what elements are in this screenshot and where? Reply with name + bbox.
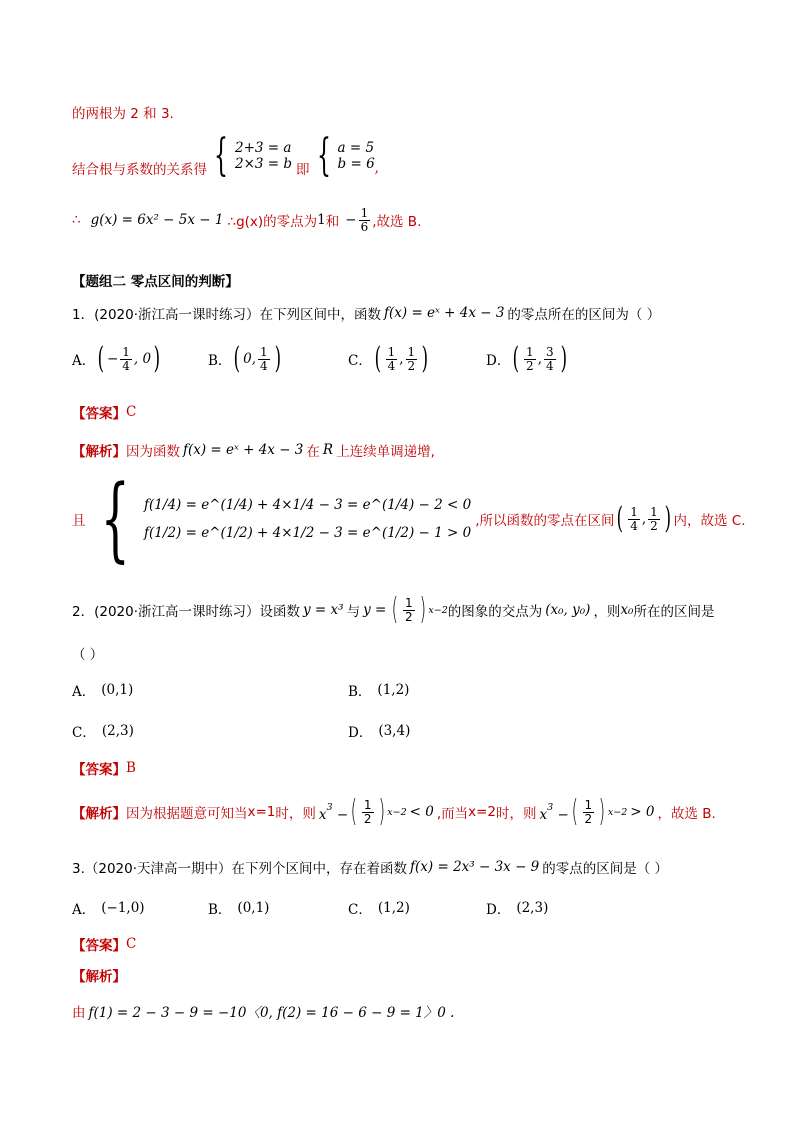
expr-gt: > 0 xyxy=(630,804,655,820)
q2-stem-mid: 的图象的交点为 xyxy=(447,604,543,620)
q3-analysis-calc xyxy=(72,1001,454,1021)
interval-frac-2 xyxy=(648,506,660,532)
frac-n: 1 xyxy=(405,595,413,610)
left-brace-2: { xyxy=(316,130,331,181)
q1-stem xyxy=(72,303,660,323)
frac-d: 2 xyxy=(405,609,413,624)
expr-x3: $x^3$ − xyxy=(539,801,569,823)
q3-calc: f(1) = 2 − 3 − 9 = −10〈0, f(2) = 16 − 6 − 9 = 1〉0 . xyxy=(88,1005,455,1021)
analysis-text: 上连续单调递增, xyxy=(336,444,435,460)
frac-n: 1 xyxy=(122,344,130,359)
you-text: 由 xyxy=(72,1005,86,1021)
expr-x3: $x^3$ − xyxy=(318,801,349,823)
comma: , xyxy=(374,160,379,176)
frac-n: 1 xyxy=(584,797,593,812)
frac-d: 4 xyxy=(545,358,554,373)
option-fraction xyxy=(120,346,132,372)
frac-d: 2 xyxy=(650,518,658,533)
q2-stem-end: 所在的区间是 xyxy=(633,604,715,620)
roots-line xyxy=(72,102,174,122)
prev-choose: ,故选 B. xyxy=(372,214,422,230)
option-part: , 0 xyxy=(133,351,152,367)
frac-n: 1 xyxy=(407,344,416,359)
vieta-line xyxy=(72,132,379,180)
option-text: (1,2) xyxy=(377,900,410,916)
q3-option-a[interactable] xyxy=(72,898,145,918)
section-heading xyxy=(72,270,239,290)
option-letter: D． xyxy=(486,353,511,369)
q2-option-c[interactable] xyxy=(72,721,134,741)
analysis-label: 【解析】 xyxy=(72,969,126,985)
q2-paren xyxy=(72,643,103,663)
analysis-text: 在 xyxy=(306,444,320,460)
q2-x0: x₀ xyxy=(620,602,634,618)
q3-answer xyxy=(72,934,136,954)
analysis-text: 时，则 xyxy=(275,806,316,822)
q2-stem-suffix: ，则 xyxy=(593,604,621,620)
q1-option-a[interactable]: A． ( − $\frac{1}{4}$ , 0 ) xyxy=(72,341,161,376)
roots-text: 的两根为 2 和 3. xyxy=(72,106,174,122)
frac-d: 4 xyxy=(387,358,396,373)
left-brace: { xyxy=(214,130,228,181)
q2-answer xyxy=(72,758,136,778)
interval-frac-1 xyxy=(628,506,640,532)
system-2-eq-a: a = 5 xyxy=(337,140,375,156)
conclusion-text: ,所以函数的零点在区间 xyxy=(475,513,615,529)
q2-paren-text: （ ） xyxy=(72,647,104,663)
analysis-x1: x=1 xyxy=(247,804,276,820)
frac-n: 1 xyxy=(387,344,396,359)
answer-value: C xyxy=(126,404,137,420)
ji-text: 即 xyxy=(296,162,310,178)
half-frac xyxy=(583,799,595,825)
analysis-label: 【解析】 xyxy=(72,444,126,460)
analysis-text: 因为函数 xyxy=(126,444,180,460)
system-rows xyxy=(144,497,471,541)
option-fraction xyxy=(386,346,398,372)
analysis-exponent: x−2 xyxy=(607,806,628,818)
qie-text: 且 xyxy=(72,513,86,529)
option-letter: A． xyxy=(72,684,96,700)
q1-stem-prefix: 1．(2020·浙江高一课时练习）在下列区间中，函数 xyxy=(72,307,382,323)
option-text: (2,3) xyxy=(516,900,549,916)
option-part: − xyxy=(106,351,119,367)
frac-n: 1 xyxy=(260,344,268,359)
option-part: 0, xyxy=(243,351,257,367)
system-row-1: f(1/4) = e^(1/4) + 4×1/4 − 3 = e^(1/4) − 2 < 0 xyxy=(144,497,472,513)
root-one: 1 xyxy=(317,212,326,228)
q2-option-d[interactable] xyxy=(348,721,410,741)
frac-d: 4 xyxy=(260,358,268,373)
g-expression: g(x) = 6x² − 5x − 1 xyxy=(90,212,224,228)
option-text: (2,3) xyxy=(101,723,134,739)
option-fraction xyxy=(544,346,556,372)
system-2-eq-b: b = 6 xyxy=(337,156,375,172)
half-frac xyxy=(362,799,374,825)
q2-stem: 2．(2020·浙江高一课时练习）设函数 y = x³ 与 y = ( $\frac{1}{2}$ ) x−2 的图象的交点为 (x₀, y₀) ，则 x₀ 所在的区间是 xyxy=(72,592,715,627)
analysis-label: 【解析】 xyxy=(72,806,126,822)
option-text: (−1,0) xyxy=(101,900,145,916)
q2-yu: 与 xyxy=(346,604,361,620)
analysis-text: ，故选 B. xyxy=(657,806,716,822)
section-heading-text: 【题组二 零点区间的判断】 xyxy=(72,274,239,290)
option-letter: C． xyxy=(348,902,372,918)
neg-sign: − xyxy=(345,212,357,228)
option-fraction xyxy=(524,346,536,372)
q3-analysis-label-line xyxy=(72,965,126,985)
conclusion-text: 内，故选 C. xyxy=(673,513,746,529)
q1-answer xyxy=(72,402,136,422)
q2-stem-prefix: 2．(2020·浙江高一课时练习）设函数 xyxy=(72,604,301,620)
g-line xyxy=(72,198,421,242)
option-fraction xyxy=(258,346,270,372)
option-text: (0,1) xyxy=(101,682,134,698)
q3-stem xyxy=(72,857,668,877)
option-text: (1,2) xyxy=(377,682,410,698)
root-fraction xyxy=(359,207,371,233)
q2-half xyxy=(403,597,415,623)
frac-n: 1 xyxy=(650,504,658,519)
option-letter: C． xyxy=(72,725,96,741)
q1-stem-suffix: 的零点所在的区间为（ ） xyxy=(507,307,661,323)
q1-option-b[interactable]: B． ( 0, $\frac{1}{4}$ ) xyxy=(208,341,281,376)
q2-analysis: 【解析】 因为根据题意可知当 x=1 时，则 $x^3$ − ( $\frac{1}{2}$ ) x−2 < 0 ,而当 x=2 时，则 $x^3$ − ( $\frac{1}{2}$ ) x−2 > 0 ，故选 B. xyxy=(72,794,716,829)
option-letter: A． xyxy=(72,902,96,918)
system-2 xyxy=(338,140,375,172)
therefore-symbol: ∴ xyxy=(72,212,81,228)
analysis-exponent: x−2 xyxy=(387,806,407,818)
option-text: (0,1) xyxy=(237,900,270,916)
q2-option-b[interactable] xyxy=(348,680,409,700)
q1-analysis-system: 且 { f(1/4) = e^(1/4) + 4×1/4 − 3 = e^(1/4) − 2 < 0 f(1/2) = e^(1/2) + 4×1/2 − 3 = e^(1/2) − 1 > 0 ,所以函数的零点在区间 ( $\frac{1}{4}$ , $\frac{1}{2}$ ) 内，故选 C. xyxy=(72,465,746,572)
frac-d: 4 xyxy=(630,518,638,533)
q3-function: f(x) = 2x³ − 3x − 9 xyxy=(410,859,540,875)
system-row-2: f(1/2) = e^(1/2) + 4×1/2 − 3 = e^(1/2) − 1 > 0 xyxy=(144,525,472,541)
q2-exponent: x−2 xyxy=(428,604,448,616)
option-letter: C． xyxy=(348,353,372,369)
answer-value: C xyxy=(126,936,137,952)
analysis-text: ,而当 xyxy=(436,806,469,822)
q3-stem-suffix: 的零点的区间是（ ） xyxy=(542,861,669,877)
frac-d: 4 xyxy=(122,358,130,373)
system-1 xyxy=(235,140,292,172)
q1-option-d[interactable]: D． ( $\frac{1}{2}$ , $\frac{3}{4}$ ) xyxy=(486,341,567,376)
frac-n: 1 xyxy=(526,344,534,359)
option-letter: B． xyxy=(208,353,232,369)
option-letter: D． xyxy=(486,902,511,918)
expr-lt: < 0 xyxy=(409,804,434,820)
frac-d: 2 xyxy=(363,811,372,826)
q1-analysis-line1 xyxy=(72,440,435,460)
option-text: (3,4) xyxy=(378,723,411,739)
system-1-eq-b: 2×3 = b xyxy=(235,156,293,172)
analysis-text: 因为根据题意可知当 xyxy=(126,806,248,822)
q1-function: f(x) = eˣ + 4x − 3 xyxy=(384,305,505,321)
root-frac-num: 1 xyxy=(360,205,369,220)
he-text: 和 xyxy=(325,214,340,230)
option-letter: B． xyxy=(208,902,232,918)
answer-label: 【答案】 xyxy=(72,406,126,422)
analysis-x2: x=2 xyxy=(468,804,497,820)
q2-y1: y = x³ xyxy=(303,602,344,618)
frac-n: 1 xyxy=(630,504,638,519)
g-zero-text: ∴g(x)的零点为 xyxy=(227,214,318,230)
root-frac-den: 6 xyxy=(360,219,369,234)
vieta-prefix: 结合根与系数的关系得 xyxy=(72,162,207,178)
frac-n: 3 xyxy=(545,344,554,359)
analysis-text: 时，则 xyxy=(496,806,537,822)
q2-y2-prefix: y = xyxy=(363,602,387,618)
answer-label: 【答案】 xyxy=(72,938,126,954)
option-letter: A． xyxy=(72,353,96,369)
q3-stem-prefix: 3.（2020·天津高一期中）在下列个区间中，存在着函数 xyxy=(72,861,408,877)
option-letter: D． xyxy=(348,725,373,741)
q2-option-a[interactable] xyxy=(72,680,133,700)
frac-d: 2 xyxy=(584,811,593,826)
q3-option-d[interactable] xyxy=(486,898,548,918)
answer-value: B xyxy=(126,760,136,776)
option-fraction xyxy=(406,346,418,372)
frac-n: 1 xyxy=(363,797,372,812)
q1-option-c[interactable]: C． ( $\frac{1}{4}$ , $\frac{1}{2}$ ) xyxy=(348,341,429,376)
q2-point: (x₀, y₀) xyxy=(545,602,591,618)
analysis-function: f(x) = eˣ + 4x − 3 xyxy=(183,442,304,458)
analysis-R: R xyxy=(322,442,334,458)
system-1-eq-a: 2+3 = a xyxy=(235,140,292,156)
frac-d: 2 xyxy=(407,358,416,373)
q3-option-b[interactable] xyxy=(208,898,269,918)
answer-label: 【答案】 xyxy=(72,762,126,778)
frac-d: 2 xyxy=(526,358,534,373)
option-letter: B． xyxy=(348,684,372,700)
big-brace: { xyxy=(100,465,130,572)
q3-option-c[interactable] xyxy=(348,898,410,918)
